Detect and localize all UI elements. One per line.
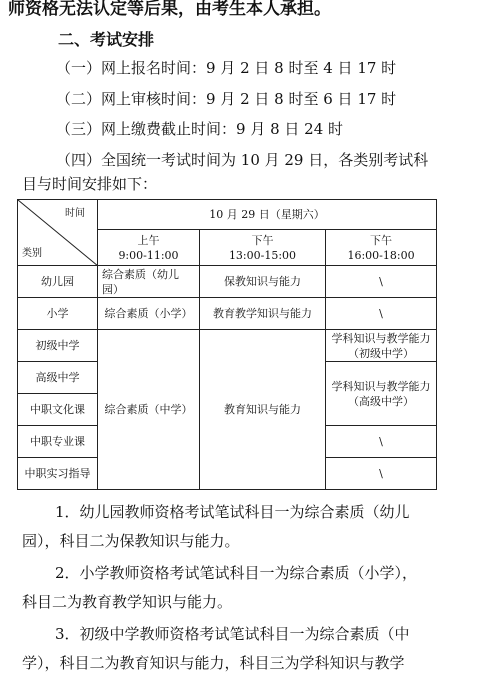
table-cell: 学科知识与教学能力（高级中学） xyxy=(326,362,437,426)
note-1-line2: 园），科目二为保教知识与能力。 xyxy=(22,532,240,550)
session-afternoon-2 xyxy=(326,230,437,266)
session-period: 上午 xyxy=(137,233,160,247)
table-cell-middle-subject2: 教育知识与能力 xyxy=(200,330,326,490)
category-kindergarten: 幼儿园 xyxy=(18,266,98,298)
table-cell: 保教知识与能力 xyxy=(200,266,326,298)
session-afternoon-1 xyxy=(200,230,326,266)
session-time: 16:00-18:00 xyxy=(347,248,415,262)
para4-line2: 目与时间安排如下： xyxy=(22,175,158,193)
corner-category-label: 类别 xyxy=(22,248,42,259)
session-period: 下午 xyxy=(370,233,393,247)
category-vocational-culture: 中职文化课 xyxy=(18,394,98,426)
para4-line1: （四）全国统一考试时间为 10 月 29 日，各类别考试科 xyxy=(56,151,429,169)
table-cell: \ xyxy=(326,426,437,458)
section-title: 二、考试安排 xyxy=(58,30,155,49)
note-2-line2: 科目二为教育教学知识与能力。 xyxy=(22,593,233,611)
note-3-line2: 学），科目二为教育知识与能力，科目三为学科知识与教学 xyxy=(22,654,405,672)
session-time: 9:00-11:00 xyxy=(118,248,179,262)
table-cell: 综合素质（小学） xyxy=(98,298,200,330)
note-1-line1: 1．幼儿园教师资格考试笔试科目一为综合素质（幼儿 xyxy=(55,503,410,521)
item-registration: （一）网上报名时间：9 月 2 日 8 时至 4 日 17 时 xyxy=(56,59,397,77)
table-cell: \ xyxy=(326,266,437,298)
table-cell: 学科知识与教学能力（初级中学） xyxy=(326,330,437,362)
note-2-line1: 2．小学教师资格考试笔试科目一为综合素质（小学）， xyxy=(55,564,418,582)
category-junior-middle: 初级中学 xyxy=(18,330,98,362)
intro-line: 师资格无法认定等后果，由考生本人承担。 xyxy=(8,0,331,19)
session-period: 下午 xyxy=(251,233,274,247)
session-time: 13:00-15:00 xyxy=(228,248,297,262)
category-vocational-internship: 中职实习指导 xyxy=(18,458,98,490)
corner-time-label: 时间 xyxy=(65,208,85,219)
note-3-line1: 3．初级中学教师资格考试笔试科目一为综合素质（中 xyxy=(55,625,410,643)
session-morning xyxy=(98,230,200,266)
category-senior-middle: 高级中学 xyxy=(18,362,98,394)
table-cell: 教育教学知识与能力 xyxy=(200,298,326,330)
table-cell: 综合素质（幼儿园） xyxy=(98,266,200,298)
date-header: 10 月 29 日（星期六） xyxy=(98,200,437,230)
category-primary: 小学 xyxy=(18,298,98,330)
table-cell: \ xyxy=(326,298,437,330)
table-cell: \ xyxy=(326,458,437,490)
category-vocational-major: 中职专业课 xyxy=(18,426,98,458)
item-review: （二）网上审核时间：9 月 2 日 8 时至 6 日 17 时 xyxy=(56,90,397,108)
exam-schedule-table xyxy=(17,199,437,490)
table-cell-middle-subject1: 综合素质（中学） xyxy=(98,330,200,490)
item-payment: （三）网上缴费截止时间：9 月 8 日 24 时 xyxy=(56,120,344,138)
corner-cell xyxy=(18,200,98,266)
